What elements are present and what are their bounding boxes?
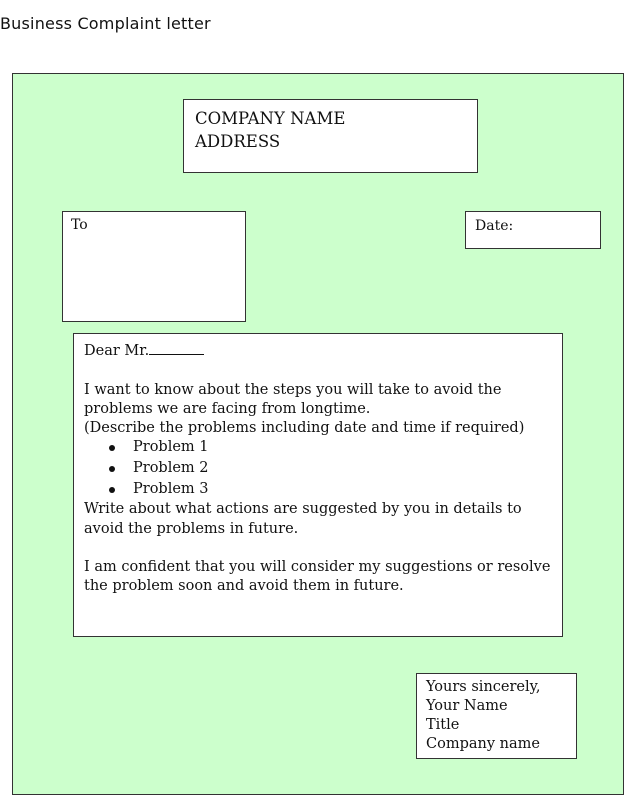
letter-body [73, 333, 563, 637]
company-address: ADDRESS [195, 132, 281, 151]
company-name: COMPANY NAME [195, 109, 346, 128]
greeting: Dear Mr. [84, 340, 552, 361]
paragraph-actions: Write about what actions are suggested by you in details to avoid the problems in future. [84, 501, 522, 537]
date-label: Date: [475, 218, 514, 234]
closing: Yours sincerely, [426, 679, 541, 695]
list-item: Problem 1 [84, 438, 552, 457]
recipient-label: To [71, 217, 88, 233]
signature-box [416, 673, 577, 759]
list-item: Problem 2 [84, 459, 552, 478]
document-heading: Business Complaint letter [0, 14, 211, 33]
paragraph-confident: I am confident that you will consider my suggestions or resolve the problem soon and avoid them in future. [84, 559, 551, 595]
name-blank-line [149, 340, 204, 355]
date-box [465, 211, 601, 249]
paragraph-steps: I want to know about the steps you will take to avoid the problems we are facing from longtime. [84, 381, 502, 417]
signer-company: Company name [426, 736, 540, 752]
problem-list [84, 438, 552, 498]
paragraph-describe: (Describe the problems including date and time if required) [84, 420, 525, 437]
company-box [183, 99, 478, 173]
signer-title: Title [426, 717, 460, 733]
list-item: Problem 3 [84, 480, 552, 499]
signer-name: Your Name [426, 698, 508, 714]
recipient-box [62, 211, 246, 322]
letter-page [12, 73, 624, 795]
